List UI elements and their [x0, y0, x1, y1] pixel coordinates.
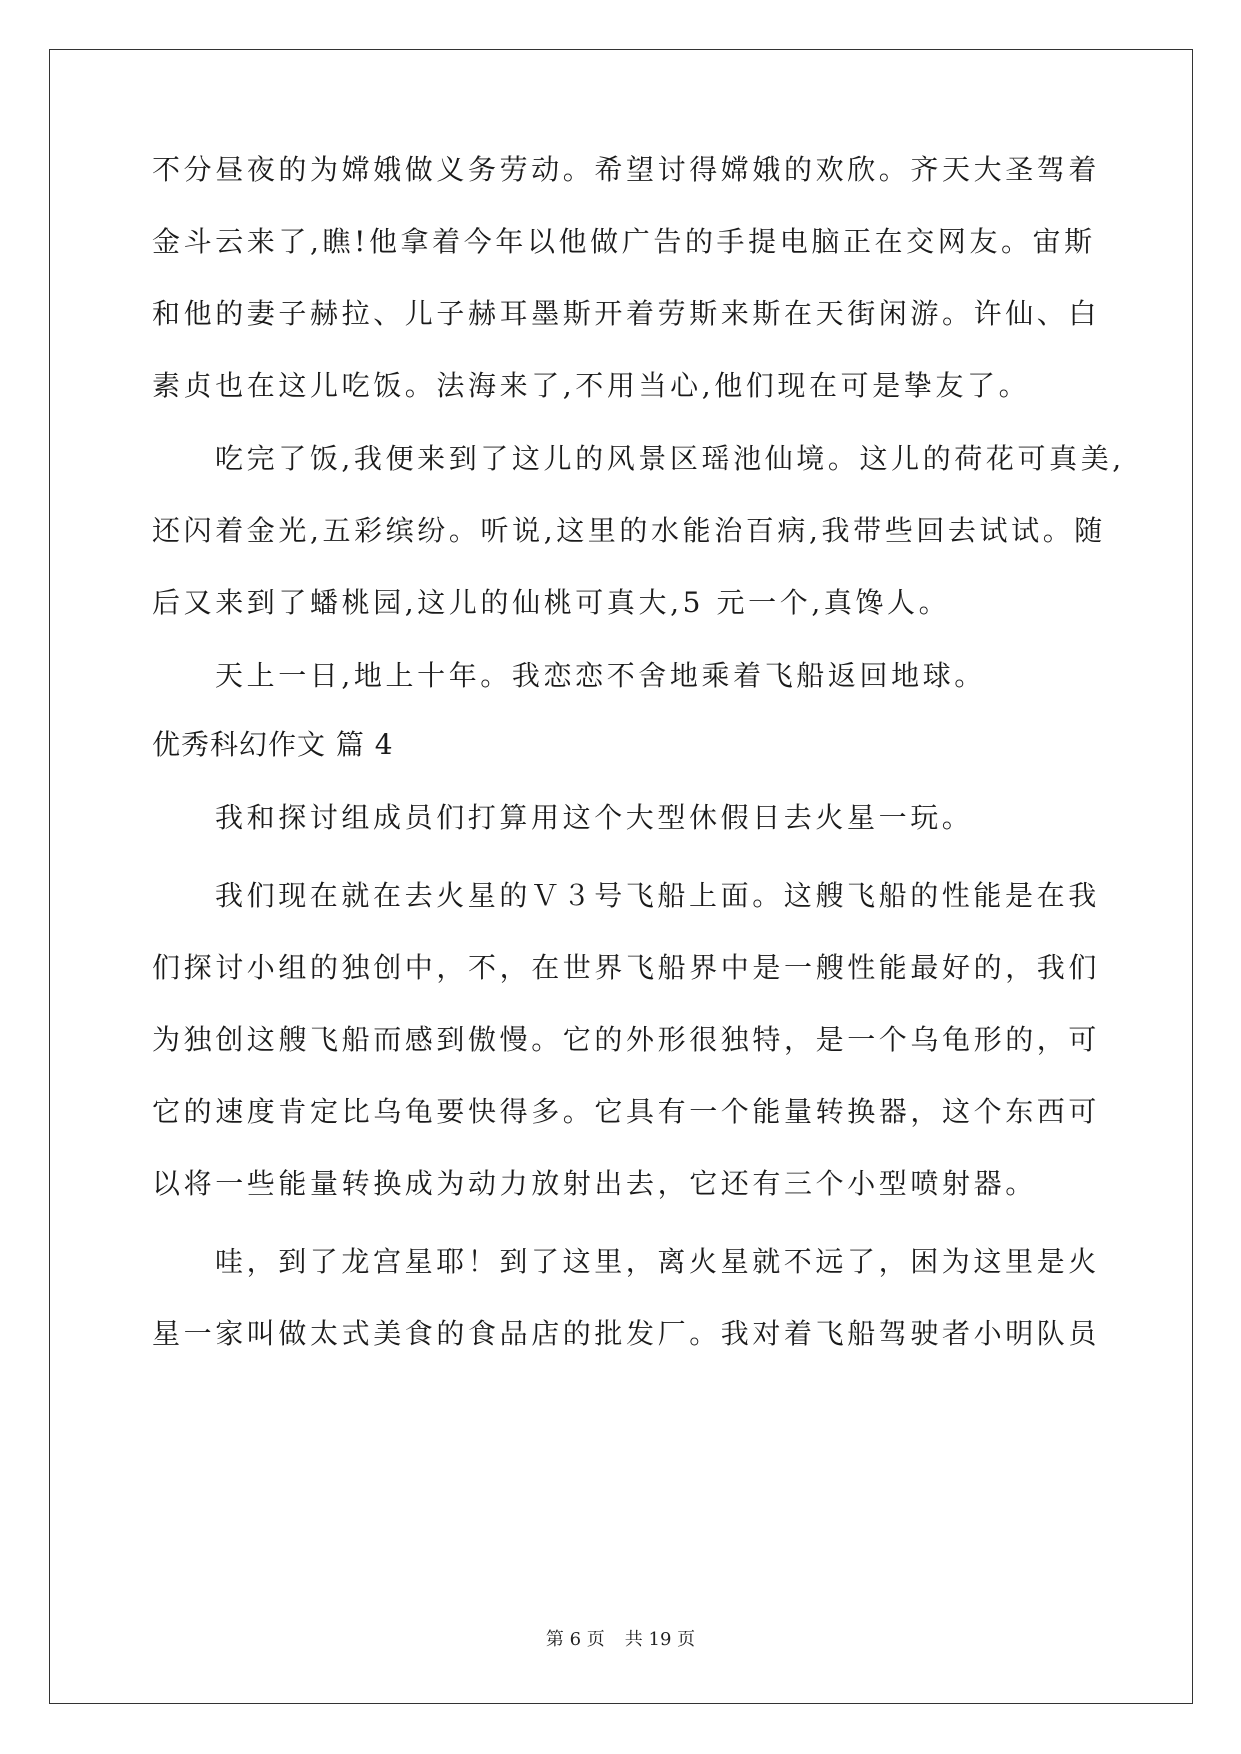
paragraph-start: 哇，到了龙宫星耶！到了这里，离火星就不远了，困为这里是火 — [215, 1245, 1100, 1278]
section-heading: 优秀科幻作文 篇 4 — [152, 728, 394, 761]
text-line: 金斗云来了,瞧!他拿着今年以他做广告的手提电脑正在交网友。宙斯 — [152, 225, 1096, 258]
text-line: 星一家叫做太式美食的食品店的批发厂。我对着飞船驾驶者小明队员 — [152, 1317, 1101, 1350]
text-line: 还闪着金光,五彩缤纷。听说,这里的水能治百病,我带些回去试试。随 — [152, 514, 1106, 547]
paragraph-start: 我和探讨组成员们打算用这个大型休假日去火星一玩。 — [215, 801, 974, 834]
page-number: 第 6 页 — [545, 1629, 605, 1650]
text-line: 素贞也在这儿吃饭。法海来了,不用当心,他们现在可是挚友了。 — [152, 369, 1031, 402]
text-line: 后又来到了蟠桃园,这儿的仙桃可真大,5 元一个,真馋人。 — [152, 586, 951, 619]
paragraph-start: 我们现在就在去火星的Ｖ３号飞船上面。这艘飞船的性能是在我 — [215, 879, 1100, 912]
page-footer — [0, 1628, 1241, 1652]
text-line: 它的速度肯定比乌龟要快得多。它具有一个能量转换器，这个东西可 — [152, 1095, 1101, 1128]
text-line: 为独创这艘飞船而感到傲慢。它的外形很独特，是一个乌龟形的，可 — [152, 1023, 1101, 1056]
text-line: 们探讨小组的独创中，不，在世界飞船界中是一艘性能最好的，我们 — [152, 951, 1101, 984]
page-total: 共 19 页 — [624, 1629, 696, 1650]
text-line: 和他的妻子赫拉、儿子赫耳墨斯开着劳斯来斯在天街闲游。许仙、白 — [152, 297, 1101, 330]
paragraph-start: 天上一日,地上十年。我恋恋不舍地乘着飞船返回地球。 — [215, 659, 986, 692]
text-line: 以将一些能量转换成为动力放射出去，它还有三个小型喷射器。 — [152, 1167, 1037, 1200]
paragraph-start: 吃完了饭,我便来到了这儿的风景区瑶池仙境。这儿的荷花可真美, — [215, 442, 1125, 475]
text-line: 不分昼夜的为嫦娥做义务劳动。希望讨得嫦娥的欢欣。齐天大圣驾着 — [152, 153, 1101, 186]
